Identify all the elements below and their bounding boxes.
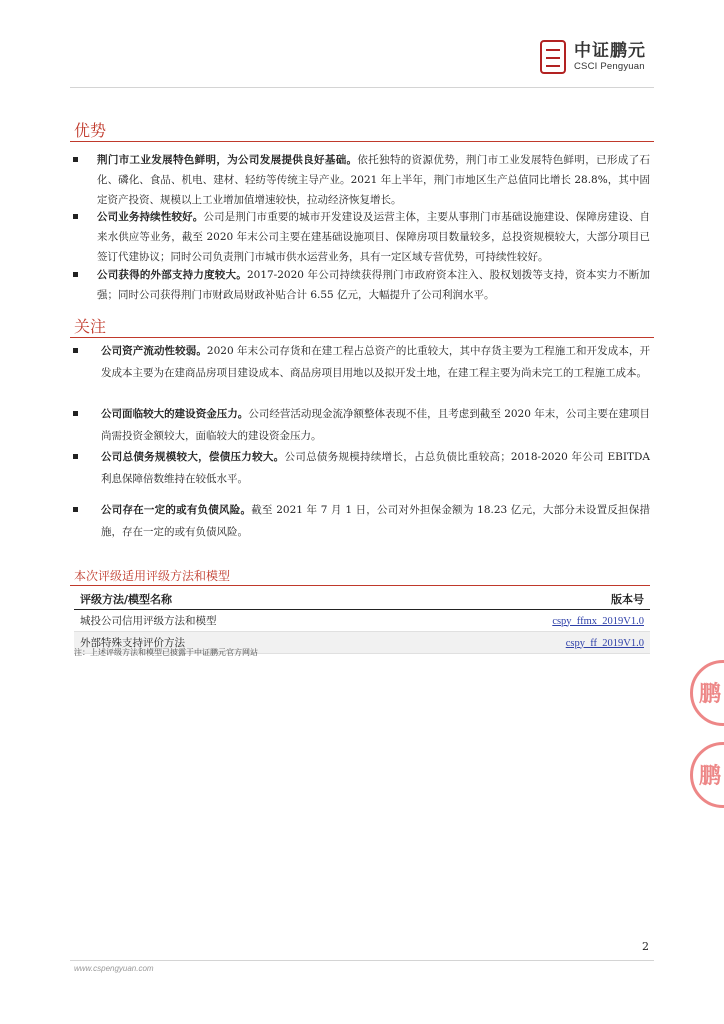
bullet-square-icon bbox=[73, 157, 78, 162]
concern-item-3 bbox=[70, 446, 650, 490]
logo-chinese-name: 中证鹏元 bbox=[574, 41, 646, 61]
method-version-link[interactable]: cspy_ffmx_2019V1.0 bbox=[552, 615, 644, 627]
concern-item-3-text: 公司总债务规模持续增长，占总负债比重较高；2018-2020 年公司 EBITDA 利息保障倍数维持在较低水平。 bbox=[101, 451, 651, 485]
page-number: 2 bbox=[642, 940, 649, 953]
footer-divider bbox=[70, 960, 654, 961]
strength-item-2-bold: 公司业务持续性较好。 bbox=[97, 211, 204, 223]
table-footnote: 注：上述评级方法和模型已披露于中证鹏元官方网站 bbox=[74, 648, 258, 657]
method-name: 城投公司信用评级方法和模型 bbox=[74, 610, 413, 632]
bullet-square-icon bbox=[73, 507, 78, 512]
concern-item-4-bold: 公司存在一定的或有负债风险。 bbox=[101, 504, 252, 516]
strength-item-2 bbox=[70, 207, 650, 267]
concern-item-1-bold: 公司资产流动性较弱。 bbox=[101, 345, 207, 357]
bullet-square-icon bbox=[73, 454, 78, 459]
concern-item-1 bbox=[70, 340, 650, 384]
table-row bbox=[74, 610, 650, 632]
concern-item-2-bold: 公司面临较大的建设资金压力。 bbox=[101, 408, 249, 420]
strengths-heading: 优势 bbox=[74, 121, 107, 140]
strength-item-2-text: 公司是荆门市重要的城市开发建设及运营主体，主要从事荆门市基础设施建设、保障房建设、自来水供应等业务，截至 2020 年末公司主要在建基础设施项目、保障房项目数量较多，总投资规模较大，大部分项目已签订代建协议；同时公司负责荆门市城市供水运营业务，具有一定区域专营优势，可持续性较好。 bbox=[97, 211, 651, 263]
red-seal-stamp: 鹏 bbox=[690, 660, 724, 726]
company-logo bbox=[540, 40, 646, 74]
footer-website-url: www.cspengyuan.com bbox=[74, 964, 154, 973]
logo-seal-icon bbox=[540, 40, 566, 74]
column-header-version: 版本号 bbox=[413, 588, 650, 610]
logo-english-name: CSCI Pengyuan bbox=[574, 61, 645, 72]
bullet-square-icon bbox=[73, 214, 78, 219]
concerns-heading-rule bbox=[70, 337, 654, 338]
strengths-heading-rule bbox=[70, 141, 654, 142]
concerns-heading: 关注 bbox=[74, 317, 107, 336]
strength-item-1 bbox=[70, 150, 650, 210]
methods-table bbox=[74, 588, 650, 654]
strength-item-1-text: 依托独特的资源优势，荆门市工业发展特色鲜明，已形成了石化、磷化、食品、机电、建材、轻纺等传统主导产业。2021 年上半年，荆门市地区生产总值同比增长 28.8%，其中固定资产投资、规模以上工业增加值增速较快，拉动经济恢复增长。 bbox=[97, 154, 651, 206]
bullet-square-icon bbox=[73, 411, 78, 416]
strength-item-1-bold: 荆门市工业发展特色鲜明，为公司发展提供良好基础。 bbox=[97, 154, 358, 166]
concern-item-2 bbox=[70, 403, 650, 447]
strength-item-3-bold: 公司获得的外部支持力度较大。 bbox=[97, 269, 247, 281]
method-version-link[interactable]: cspy_ff_2019V1.0 bbox=[565, 637, 644, 649]
methods-table-title: 本次评级适用评级方法和模型 bbox=[74, 569, 231, 583]
bullet-square-icon bbox=[73, 348, 78, 353]
column-header-name: 评级方法/模型名称 bbox=[74, 588, 413, 610]
concern-item-2-text: 公司经营活动现金流净额整体表现不佳，且考虑到截至 2020 年末，公司主要在建项目尚需投资金额较大，面临较大的建设资金压力。 bbox=[101, 408, 650, 442]
table-header-row bbox=[74, 588, 650, 610]
concern-item-4 bbox=[70, 499, 650, 543]
concern-item-1-text: 2020 年末公司存货和在建工程占总资产的比重较大，其中存货主要为工程施工和开发成本，开发成本主要为在建商品房项目建设成本、商品房项目用地以及拟开发土地，在建工程主要为尚未完工的工程施工成本。 bbox=[101, 345, 650, 379]
concern-item-3-bold: 公司总债务规模较大，偿债压力较大。 bbox=[101, 451, 285, 463]
header-divider bbox=[70, 87, 654, 88]
bullet-square-icon bbox=[73, 272, 78, 277]
red-seal-stamp: 鹏 bbox=[690, 742, 724, 808]
strength-item-3-text: 2017-2020 年公司持续获得荆门市政府资本注入、股权划拨等支持，资本实力不断加强；同时公司获得荆门市财政局财政补贴合计 6.55 亿元，大幅提升了公司利润水平。 bbox=[97, 269, 651, 301]
methods-table-rule bbox=[70, 585, 650, 586]
strength-item-3 bbox=[70, 265, 650, 305]
concern-item-4-text: 截至 2021 年 7 月 1 日，公司对外担保金额为 18.23 亿元，大部分未设置反担保措施，存在一定的或有负债风险。 bbox=[101, 504, 650, 538]
method-name: 外部特殊支持评价方法 bbox=[74, 632, 413, 654]
